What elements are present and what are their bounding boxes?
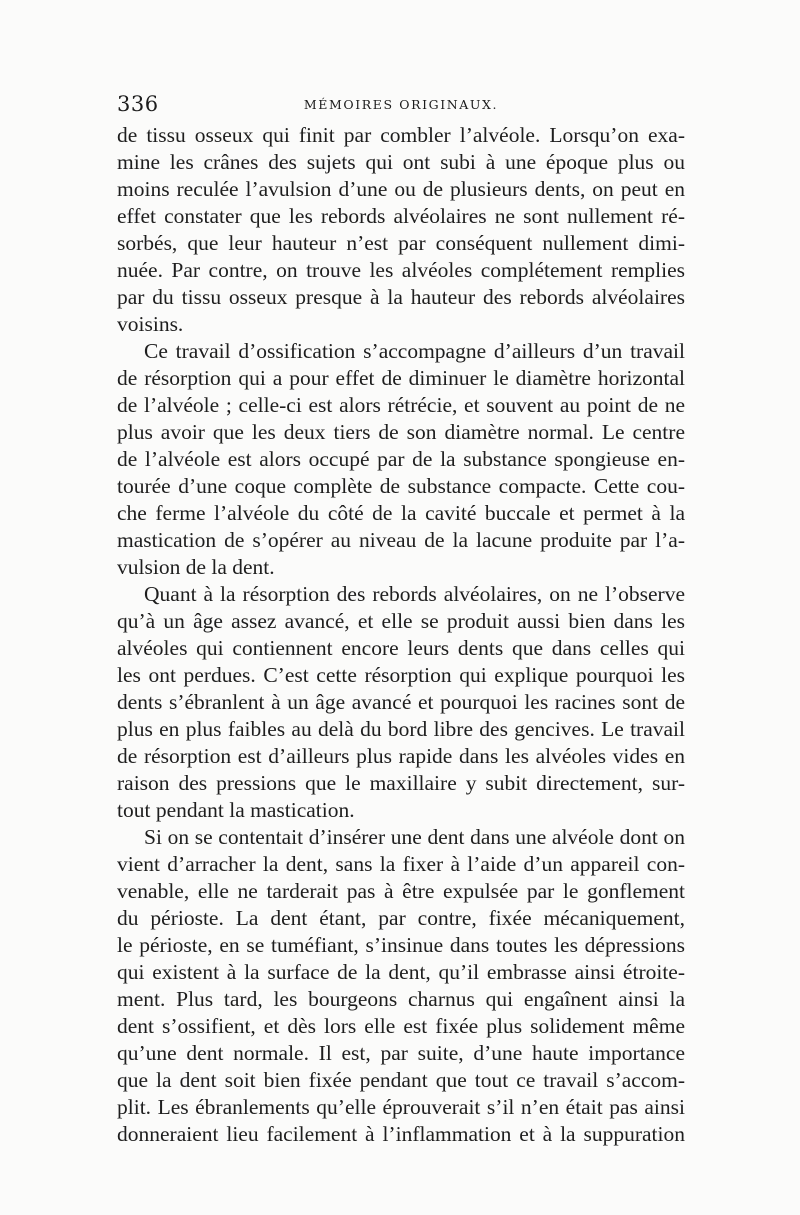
paragraph [117,581,685,824]
running-title: MÉMOIRES ORIGINAUX. [303,97,499,112]
running-head [117,92,685,122]
paragraph [117,122,685,338]
text-line: donneraient lieu facilement à l’inflammation et à la suppuration [117,1122,685,1146]
text-line: ment. Plus tard, les bourgeons charnus qui engaînent ainsi la [117,987,685,1011]
text-line: le périoste, en se tuméfiant, s’insinue dans toutes les dépressions [117,933,685,957]
text-line: Ce travail d’ossification s’accompagne d’ailleurs d’un travail [144,339,685,363]
text-line: que la dent soit bien fixée pendant que tout ce travail s’accom- [117,1068,685,1092]
text-line: du périoste. La dent étant, par contre, fixée mécaniquement, [117,906,685,930]
body-text [117,122,685,1148]
text-line: qu’à un âge assez avancé, et elle se produit aussi bien dans les [117,609,685,633]
text-line: dent s’ossifient, et dès lors elle est fixée plus solidement même [117,1014,685,1038]
text-line: plus en plus faibles au delà du bord libre des gencives. Le travail [117,717,685,741]
text-line: Quant à la résorption des rebords alvéolaires, on ne l’observe [144,582,685,606]
text-line: plit. Les ébranlements qu’elle éprouverait s’il n’en était pas ainsi [117,1095,685,1119]
paragraph [117,338,685,581]
text-line: Si on se contentait d’insérer une dent dans une alvéole dont on [144,825,685,849]
text-line: dents s’ébranlent à un âge avancé et pourquoi les racines sont de [117,690,685,714]
text-line: qu’une dent normale. Il est, par suite, d’une haute importance [117,1041,685,1065]
text-line: nuée. Par contre, on trouve les alvéoles complétement remplies [117,258,685,282]
text-line: de résorption qui a pour effet de diminuer le diamètre horizontal [117,366,685,390]
text-line: vient d’arracher la dent, sans la fixer à l’aide d’un appareil con- [117,852,685,876]
text-line: de l’alvéole ; celle-ci est alors rétrécie, et souvent au point de ne [117,393,685,417]
text-line: moins reculée l’avulsion d’une ou de plusieurs dents, on peut en [117,177,685,201]
text-line: par du tissu osseux presque à la hauteur des rebords alvéolaires [117,285,685,309]
text-line: raison des pressions que le maxillaire y subit directement, sur- [117,771,685,795]
text-line: plus avoir que les deux tiers de son diamètre normal. Le centre [117,420,685,444]
text-line: qui existent à la surface de la dent, qu’il embrasse ainsi étroite- [117,960,685,984]
text-line: de résorption est d’ailleurs plus rapide dans les alvéoles vides en [117,744,685,768]
text-line: mine les crânes des sujets qui ont subi à une époque plus ou [117,150,685,174]
text-line: tout pendant la mastication. [117,798,355,822]
page-number: 336 [117,92,159,116]
text-line: vulsion de la dent. [117,555,275,579]
text-line: venable, elle ne tarderait pas à être expulsée par le gonflement [117,879,685,903]
text-line: mastication de s’opérer au niveau de la lacune produite par l’a- [117,528,685,552]
paragraph [117,824,685,1148]
text-line: les ont perdues. C’est cette résorption qui explique pourquoi les [117,663,685,687]
text-line: de tissu osseux qui finit par combler l’alvéole. Lorsqu’on exa- [117,123,685,147]
text-line: che ferme l’alvéole du côté de la cavité buccale et permet à la [117,501,685,525]
text-line: alvéoles qui contiennent encore leurs dents que dans celles qui [117,636,685,660]
text-line: effet constater que les rebords alvéolaires ne sont nullement ré- [117,204,685,228]
text-line: voisins. [117,312,184,336]
text-line: de l’alvéole est alors occupé par de la substance spongieuse en- [117,447,685,471]
text-line: tourée d’une coque complète de substance compacte. Cette cou- [117,474,685,498]
text-line: sorbés, que leur hauteur n’est par conséquent nullement dimi- [117,231,685,255]
